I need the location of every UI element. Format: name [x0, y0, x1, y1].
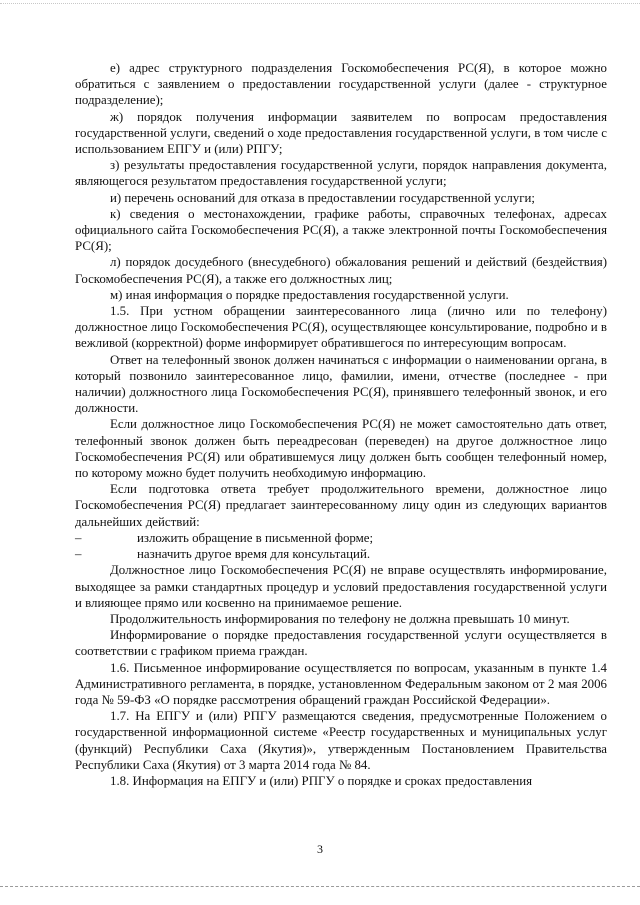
paragraph: м) иная информация о порядке предоставления государственной услуги. [110, 287, 509, 302]
list-item [75, 546, 607, 562]
document-body [75, 60, 607, 789]
paragraph: Если должностное лицо Госкомобеспечения РС(Я) не может самостоятельно дать ответ, телефонный звонок должен быть переадресован (переведен) на другое должностное лицо Госкомобеспечения РС(Я) или обратившемуся лицу должен быть сообщен телефонный номер, по которому можно будет получить необходимую информацию. [75, 417, 607, 481]
paragraph: 1.5. При устном обращении заинтересованного лица (лично или по телефону) должностное лицо Госкомобеспечения РС(Я), осуществляющее консультирование, подробно и в вежливой (корректной) форме информирует обратившегося по интересующим вопросам. [75, 304, 607, 351]
paragraph: Должностное лицо Госкомобеспечения РС(Я) не вправе осуществлять информирование, выходящее за рамки стандартных процедур и условий предоставления государственной услуги и влияющее прямо или косвенно на принимаемое решение. [75, 563, 607, 610]
scan-edge-top [0, 3, 640, 5]
paragraph: 1.7. На ЕПГУ и (или) РПГУ размещаются сведения, предусмотренные Положением о государственной информационной системе «Реестр государственных и муниципальных услуг (функций) Республики Саха (Якутия)», утвержденным Постановлением Правительства Республики Саха (Якутия) от 3 марта 2014 года № 84. [75, 709, 607, 772]
list-dash: – [75, 547, 82, 562]
paragraph: Ответ на телефонный звонок должен начинаться с информации о наименовании органа, в который позвонило заинтересованное лицо, фамилии, имени, отчестве (последнее - при наличии) должностного лица Госкомобеспечения РС(Я), принявшего телефонный звонок, и его должности. [75, 352, 607, 416]
list-item-text: назначить другое время для консультаций. [137, 547, 371, 562]
paragraph: Если подготовка ответа требует продолжительного времени, должностное лицо Госкомобеспечения РС(Я) предлагает заинтересованному лицу один из следующих вариантов дальнейших действий: [75, 482, 607, 529]
paragraph: з) результаты предоставления государственной услуги, порядок направления документа, являющегося результатом предоставления государственной услуги; [75, 158, 607, 189]
paragraph: Продолжительность информирования по телефону не должна превышать 10 минут. [110, 611, 570, 626]
list-dash: – [75, 530, 82, 545]
paragraph: к) сведения о местонахождении, графике работы, справочных телефонах, адресах официального сайта Госкомобеспечения РС(Я), а также электронной почты Госкомобеспечения РС(Я); [75, 206, 607, 254]
paragraph: е) адрес структурного подразделения Госкомобеспечения РС(Я), в которое можно обратиться с заявлением о предоставлении государственной услуги (далее - структурное подразделение); [75, 61, 607, 108]
list-item-text: изложить обращение в письменной форме; [137, 530, 374, 545]
paragraph: ж) порядок получения информации заявителем по вопросам предоставления государственной услуги, сведений о ходе предоставления государственной услуги, в том числе с использованием ЕПГУ и (или) РПГУ; [75, 109, 607, 157]
scan-edge-bottom [0, 886, 640, 888]
paragraph: Информирование о порядке предоставления государственной услуги осуществляется в соответствии с графиком приема граждан. [75, 628, 607, 659]
paragraph: 1.6. Письменное информирование осуществляется по вопросам, указанным в пункте 1.4 Административного регламента, в порядке, установленном Федеральным законом от 2 мая 2006 года № 59-ФЗ «О порядке рассмотрения обращений граждан Российской Федерации». [75, 660, 607, 707]
paragraph: и) перечень оснований для отказа в предоставлении государственной услуги; [110, 190, 536, 205]
paragraph: 1.8. Информация на ЕПГУ и (или) РПГУ о порядке и сроках предоставления [110, 773, 533, 788]
page-number: 3 [317, 842, 323, 856]
list-item [75, 530, 607, 546]
paragraph: л) порядок досудебного (внесудебного) обжалования решений и действий (бездействия) Госкомобеспечения РС(Я), а также его должностных лиц; [75, 255, 607, 286]
